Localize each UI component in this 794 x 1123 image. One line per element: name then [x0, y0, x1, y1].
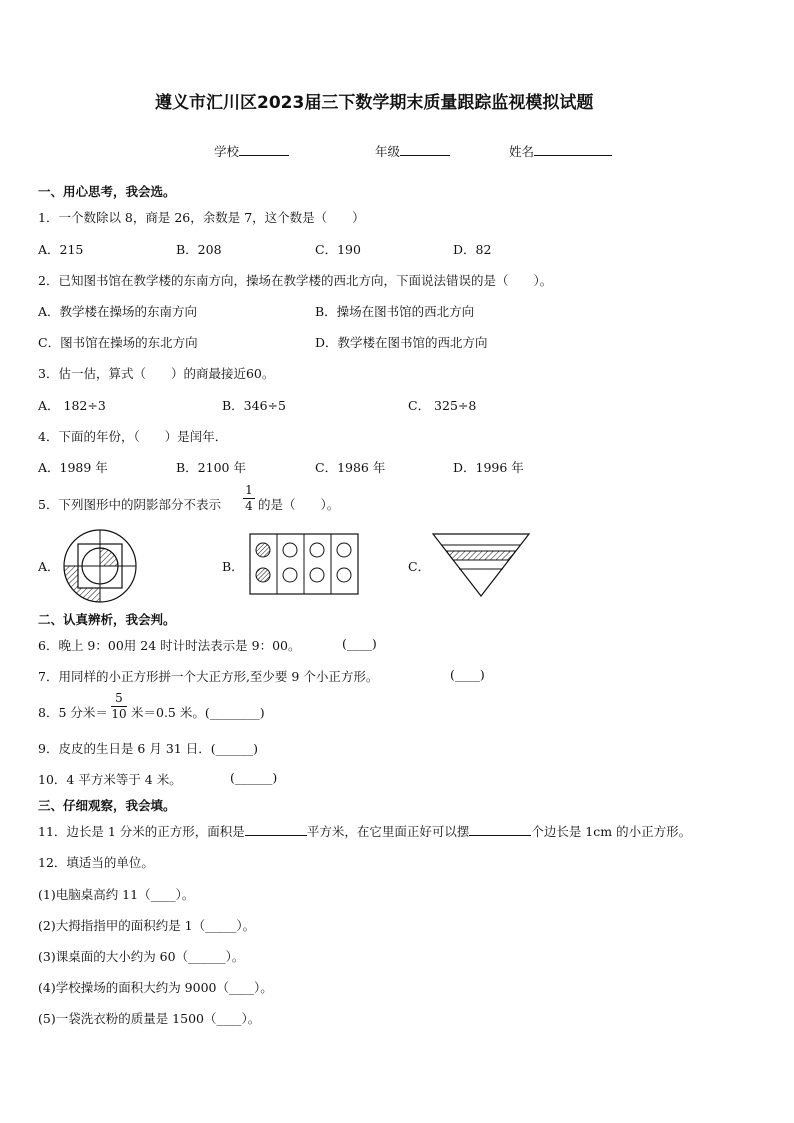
q1-option-b[interactable]: B．208 [176, 242, 222, 257]
q11-text [38, 822, 691, 840]
name-blank[interactable] [534, 143, 612, 156]
q4-option-d[interactable]: D．1996 年 [453, 460, 524, 475]
q10-text: 10．4 平方米等于 4 米。 [38, 772, 182, 787]
section-2-heading: 二、认真辨析，我会判。 [38, 612, 176, 627]
q5-figure-b[interactable] [249, 533, 359, 595]
q9-text: 9．皮皮的生日是 6 月 31 日．(______) [38, 741, 258, 756]
q6-text: 6．晚上 9：00用 24 时计时法表示是 9：00。 [38, 638, 301, 653]
q6-blank[interactable]: (____) [342, 636, 377, 651]
q10-blank[interactable]: (______) [230, 770, 278, 785]
grade-label: 年级 [375, 142, 450, 160]
q4-option-a[interactable]: A．1989 年 [38, 460, 108, 475]
q8-fraction-denominator: 10 [111, 707, 127, 721]
q1-stem: 1．一个数除以 8，商是 26，余数是 7，这个数是（ ） [38, 210, 365, 225]
q8-text-a: 8．5 分米＝ [38, 705, 108, 720]
q3-stem: 3．估一估，算式（ ）的商最接近60。 [38, 366, 275, 381]
q8-fraction-numerator: 5 [115, 691, 123, 705]
q12-item-4[interactable]: (4)学校操场的面积大约为 9000（____）。 [38, 980, 273, 995]
school-label: 学校 [214, 142, 289, 160]
q2-option-a[interactable]: A．教学楼在操场的东南方向 [38, 304, 198, 319]
section-3-heading: 三、仔细观察，我会填。 [38, 798, 176, 813]
q2-option-d[interactable]: D．教学楼在图书馆的西北方向 [315, 335, 488, 350]
q3-option-c[interactable]: C． 325÷8 [408, 398, 477, 413]
name-label: 姓名 [509, 142, 612, 160]
q2-option-c[interactable]: C．图书馆在操场的东北方向 [38, 335, 198, 350]
q5-figure-c[interactable] [432, 533, 530, 597]
q2-stem: 2．已知图书馆在教学楼的东南方向，操场在教学楼的西北方向，下面说法错误的是（ ）。 [38, 273, 553, 288]
section-1-heading: 一、用心思考，我会选。 [38, 184, 176, 199]
q12-item-2[interactable]: (2)大拇指指甲的面积约是 1（_____）。 [38, 918, 256, 933]
q4-option-b[interactable]: B．2100 年 [176, 460, 246, 475]
q3-option-a[interactable]: A． 182÷3 [38, 398, 106, 413]
q8-fraction [111, 692, 127, 721]
q5-stem-a: 5．下列图形中的阴影部分不表示 [38, 497, 221, 512]
grade-blank[interactable] [400, 143, 450, 156]
q11-blank-2[interactable] [469, 823, 531, 836]
q5-fraction [243, 484, 255, 513]
q5-figure-a[interactable] [62, 528, 138, 604]
q11-text-b: 平方米，在它里面正好可以摆 [306, 824, 470, 839]
q1-option-a[interactable]: A．215 [38, 242, 84, 257]
q11-text-a: 11．边长是 1 分米的正方形，面积是 [38, 824, 245, 839]
q7-text: 7．用同样的小正方形拼一个大正方形,至少要 9 个小正方形。 [38, 669, 379, 684]
q5-fraction-denominator: 4 [245, 499, 253, 513]
q11-text-c: 个边长是 1cm 的小正方形。 [531, 824, 692, 839]
q4-option-c[interactable]: C．1986 年 [315, 460, 386, 475]
q5-label-b[interactable]: B． [222, 559, 244, 574]
q12-stem: 12．填适当的单位。 [38, 855, 154, 870]
q5-label-c[interactable]: C． [408, 559, 431, 574]
page-title: 遵义市汇川区2023届三下数学期末质量跟踪监视模拟试题 [155, 93, 594, 113]
q8-text-b: 米＝0.5 米。(________) [131, 705, 265, 720]
q12-item-3[interactable]: (3)课桌面的大小约为 60（______）。 [38, 949, 245, 964]
q12-item-5[interactable]: (5)一袋洗衣粉的质量是 1500（____）。 [38, 1011, 261, 1026]
q1-option-c[interactable]: C．190 [315, 242, 361, 257]
q11-blank-1[interactable] [245, 823, 307, 836]
q5-fraction-numerator: 1 [245, 483, 253, 497]
q4-stem: 4．下面的年份，（ ）是闰年． [38, 429, 228, 444]
q7-blank[interactable]: (____) [450, 667, 485, 682]
q3-option-b[interactable]: B．346÷5 [222, 398, 286, 413]
q12-item-1[interactable]: (1)电脑桌高约 11（____）。 [38, 887, 195, 902]
q5-stem-b: 的是（ ）。 [258, 497, 340, 512]
q5-label-a[interactable]: A． [38, 559, 60, 574]
school-blank[interactable] [239, 143, 289, 156]
q2-option-b[interactable]: B．操场在图书馆的西北方向 [315, 304, 475, 319]
q1-option-d[interactable]: D．82 [453, 242, 492, 257]
